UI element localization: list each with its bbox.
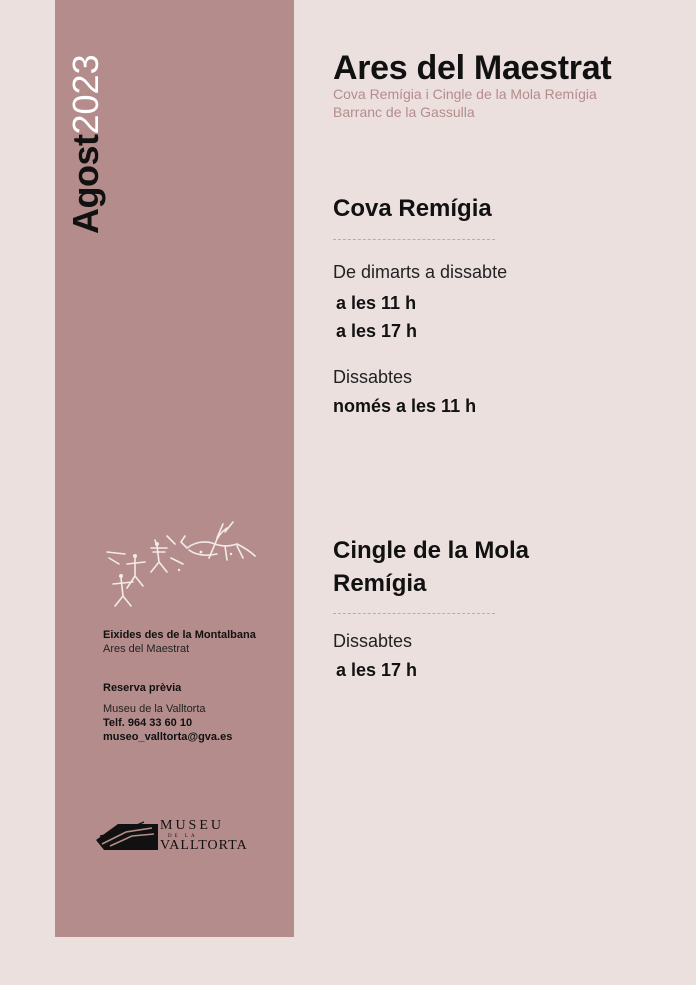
route-place: Ares del Maestrat xyxy=(103,643,190,655)
rock-art-illustration xyxy=(105,518,260,610)
logo-text-museu: MUSEU xyxy=(160,818,225,833)
date-heading xyxy=(66,54,106,234)
section-title-cova-remigia: Cova Remígia xyxy=(333,195,492,222)
logo-text-valltorta: VALLTORTA xyxy=(160,838,248,853)
logo-text-dela: DE LA xyxy=(168,834,198,839)
page-subtitle-2: Barranc de la Gassulla xyxy=(333,104,475,120)
section-divider xyxy=(333,239,495,240)
route-title: Eixides des de la Montalbana xyxy=(103,629,256,641)
booking-email[interactable]: museo_valltorta@gva.es xyxy=(103,731,233,743)
schedule-time: a les 17 h xyxy=(336,660,418,680)
page-subtitle-1: Cova Remígia i Cingle de la Mola Remígia xyxy=(333,86,597,102)
booking-museum: Museu de la Valltorta xyxy=(103,703,206,715)
schedule-time: a les 17 h xyxy=(336,321,418,341)
year-label: 2023 xyxy=(65,54,106,135)
section-title-cingle-line2: Remígia xyxy=(333,570,427,597)
booking-title: Reserva prèvia xyxy=(103,682,182,694)
section-divider xyxy=(333,613,495,614)
section-title-cingle-line1: Cingle de la Mola xyxy=(333,537,530,564)
schedule-label: De dimarts a dissabte xyxy=(333,262,508,282)
booking-phone: Telf. 964 33 60 10 xyxy=(103,717,193,729)
schedule-label: Dissabtes xyxy=(333,367,413,387)
schedule-time: només a les 11 h xyxy=(333,396,477,416)
schedule-time: a les 11 h xyxy=(336,293,417,313)
month-label: Agost xyxy=(65,134,106,234)
schedule-label: Dissabtes xyxy=(333,631,413,651)
page-title: Ares del Maestrat xyxy=(333,49,612,87)
